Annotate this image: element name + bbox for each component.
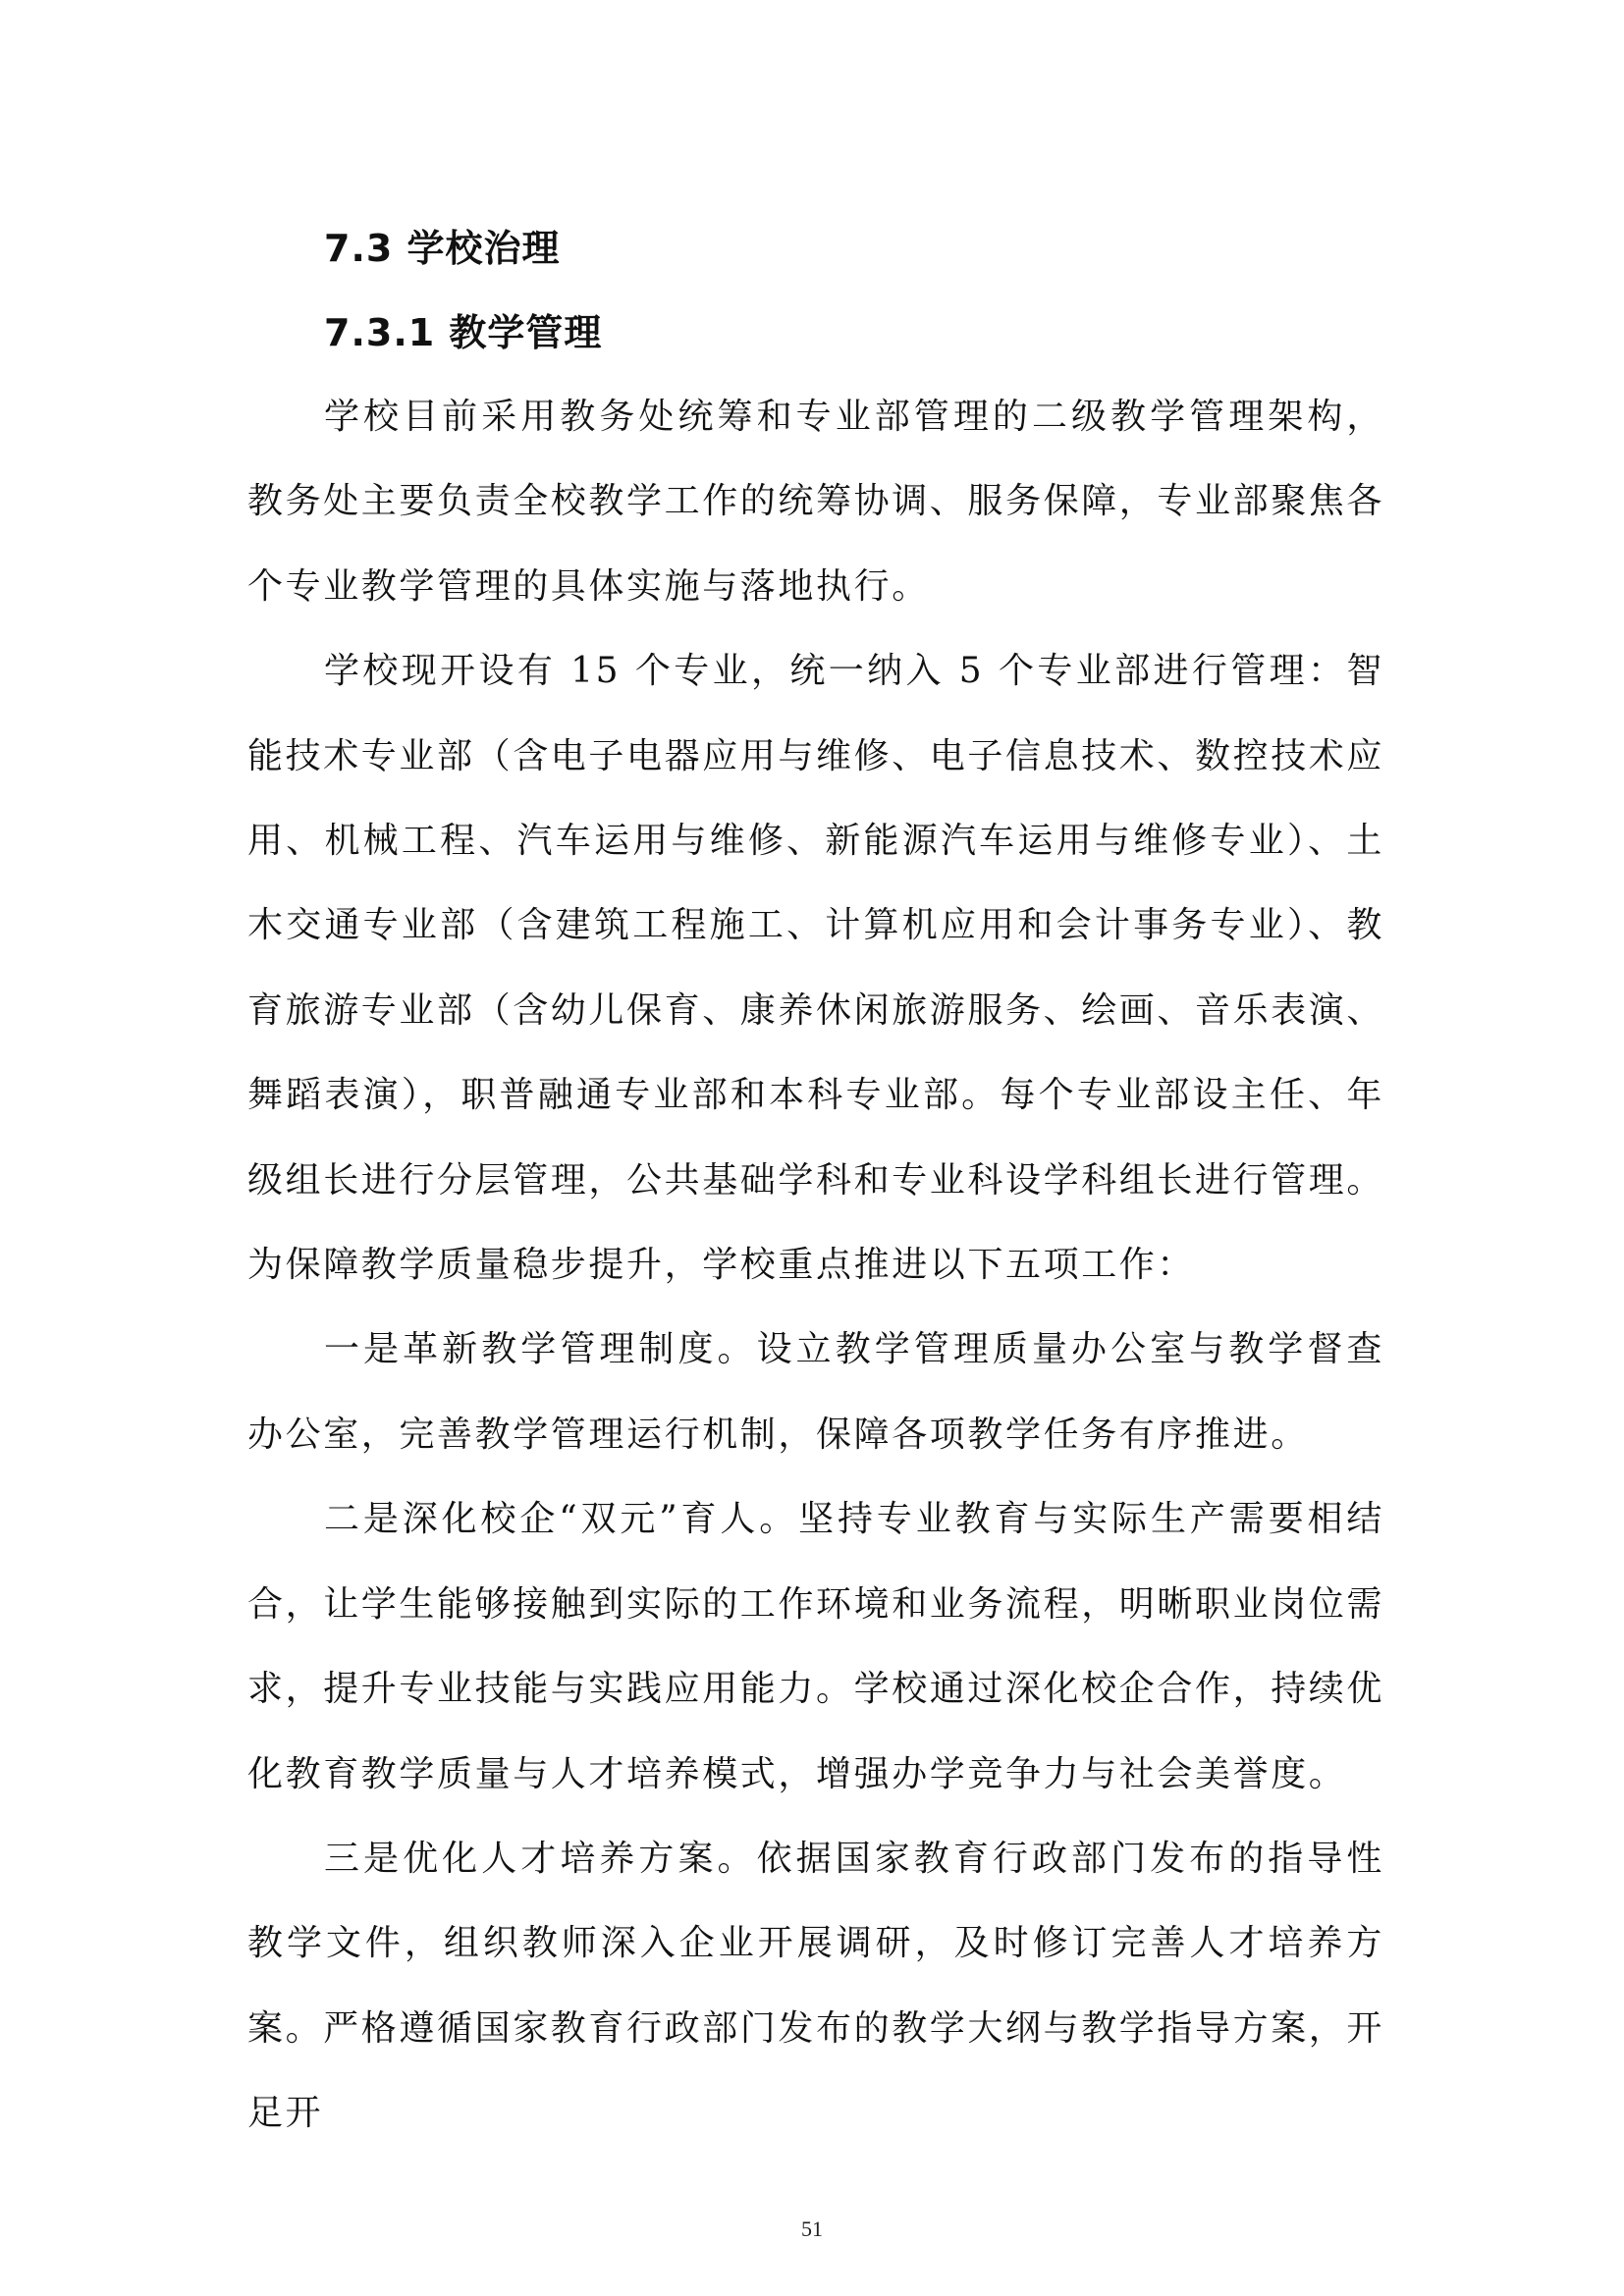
paragraph-management-system: 一是革新教学管理制度。设立教学管理质量办公室与教学督查办公室，完善教学管理运行机制，保障各项教学任务有序推进。 <box>247 1329 1384 1455</box>
subsection-heading: 7.3.1 教学管理 <box>324 311 603 354</box>
paragraph-school-enterprise: 二是深化校企“双元”育人。坚持专业教育与实际生产需要相结合，让学生能够接触到实际的工作环境和业务流程，明晰职业岗位需求，提升专业技能与实践应用能力。学校通过深化校企合作，持续优化教育教学质量与人才培养模式，增强办学竞争力与社会美誉度。 <box>247 1499 1385 1794</box>
paragraph-departments: 学校现开设有 15 个专业，统一纳入 5 个专业部进行管理：智能技术专业部（含电子电器应用与维修、电子信息技术、数控技术应用、机械工程、汽车运用与维修、新能源汽车运用与维修专业）、土木交通专业部（含建筑工程施工、计算机应用和会计事务专业）、教育旅游专业部（含幼儿保育、康养休闲旅游服务、绘画、音乐表演、舞蹈表演），职普融通专业部和本科专业部。每个专业部设主任、年级组长进行分层管理，公共基础学科和专业科设学科组长进行管理。为保障教学质量稳步提升，学校重点推进以下五项工作： <box>247 651 1385 1286</box>
paragraph-architecture: 学校目前采用教务处统筹和专业部管理的二级教学管理架构，教务处主要负责全校教学工作的统筹协调、服务保障，专业部聚焦各个专业教学管理的具体实施与落地执行。 <box>247 397 1385 607</box>
page-number: 51 <box>801 2216 823 2241</box>
paragraph-training-plan: 三是优化人才培养方案。依据国家教育行政部门发布的指导性教学文件，组织教师深入企业开展调研，及时修订完善人才培养方案。严格遵循国家教育行政部门发布的教学大纲与教学指导方案，开足开 <box>247 1838 1385 2134</box>
page-content <box>247 206 1384 2157</box>
section-heading: 7.3 学校治理 <box>324 227 561 270</box>
